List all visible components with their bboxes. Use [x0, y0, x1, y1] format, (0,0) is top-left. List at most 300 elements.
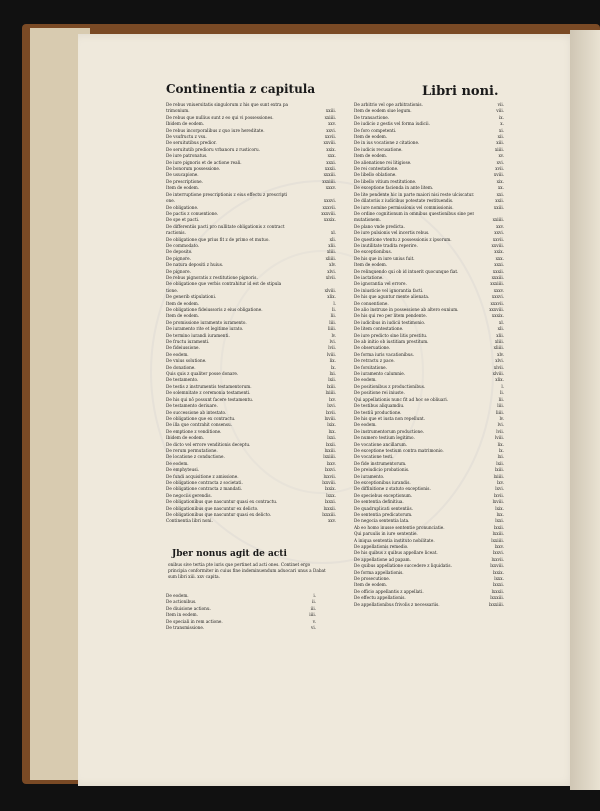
entry-title: trimonium. [166, 108, 190, 114]
entry-number: xlv. [497, 351, 504, 357]
entry-number: xix. [496, 178, 504, 184]
entry-number: lxxv. [326, 460, 336, 466]
entry-number: iiii. [309, 612, 316, 618]
entry-title: De appellationis remedio. [354, 544, 409, 550]
entry-title: De emptione z venditione. [166, 428, 222, 434]
entry-number: lxxix. [492, 569, 504, 575]
entry-title: De fide instrumentorum. [354, 460, 407, 466]
entry-number: lxxvii. [323, 473, 336, 479]
entry-number: xxxv. [325, 185, 336, 191]
entry-number: i. [313, 593, 316, 598]
entry-number: xlix. [495, 377, 504, 383]
entry-number: xiiii. [494, 146, 504, 152]
entry-title: Ibidem de eodem. [166, 121, 205, 127]
entry-title: De his que et iusta non repellunt. [354, 415, 426, 421]
entry-number: vii. [497, 102, 504, 107]
entry-title: De prosecutione. [354, 576, 391, 582]
entry-number: lxxxiii. [490, 595, 504, 601]
entry-title: De commodato. [166, 242, 200, 248]
entry-title: De libello vitium restitutione. [354, 178, 417, 184]
entry-number: xliii. [326, 249, 336, 255]
entry-title: De differentiis pacti pro nullitate obligationis z contract [166, 223, 285, 229]
entry-number: xxvii. [324, 134, 336, 140]
entry-title: De iudicis recusatione. [354, 146, 403, 152]
entry-title: De speciali in rem actione. [166, 618, 223, 624]
entry-number: lviii. [494, 435, 504, 441]
index-entry [354, 602, 504, 608]
entry-number: xxxviii. [489, 307, 504, 312]
entry-number: lx. [498, 447, 504, 453]
entry-title: De iuramento. [354, 473, 385, 479]
entry-number: lxxiiii. [491, 537, 504, 543]
entry-number: lxvii. [325, 409, 336, 415]
entry-number: lxxii. [493, 524, 504, 530]
entry-number: lxv. [497, 479, 504, 485]
entry-number: xlv. [329, 262, 336, 268]
entry-number: lix. [329, 358, 336, 364]
entry-number: xxxvi. [491, 294, 504, 300]
entry-title: Item de eodem. [354, 134, 388, 140]
entry-title: De pignore. [166, 268, 191, 274]
entry-number: lx. [330, 364, 336, 370]
entry-number: lii. [498, 396, 504, 402]
entry-number: lxi. [497, 454, 504, 460]
entry-number: lxxxiiii. [488, 601, 504, 607]
entry-number: l. [501, 383, 504, 389]
entry-title: De exceptionibus iurandis. [354, 479, 411, 485]
entry-number: xxx. [495, 255, 504, 261]
entry-title: De preiudicio probationis. [354, 467, 410, 473]
entry-title: De rerum permutatione. [166, 447, 218, 453]
entry-title: De ab initio ob iustitiam prestitum. [354, 339, 429, 345]
entry-number: lxviii. [492, 499, 504, 505]
entry-number: xxxi. [326, 159, 336, 165]
entry-number: lxxx. [326, 492, 336, 498]
sub-heading: Jber nonus agit de acti [172, 549, 287, 559]
entry-title: one. [166, 198, 176, 204]
entry-title: De rebus que nullius sunt z eo qui vi possessiones. [166, 114, 274, 120]
entry-title: De obligationibus que nascuntur quasi ex contractu. [166, 499, 278, 505]
entry-title: De officio appellantis z appellati. [354, 588, 424, 594]
entry-number: xxxii. [324, 166, 336, 172]
entry-title: De testamento deriuare. [166, 403, 218, 409]
entry-number: liiii. [495, 409, 504, 415]
entry-title: De pactis z conuentione. [166, 210, 219, 216]
entry-number: lvi. [497, 422, 504, 428]
entry-title: De eodem. [166, 460, 189, 466]
entry-title: De obligationibus que nascuntur ex delicto. [166, 505, 259, 511]
entry-title: De ignorantia vel errore. [354, 281, 407, 287]
entry-number: lxxi. [495, 518, 504, 524]
entry-title: De actionibus. [166, 599, 197, 605]
entry-number: xvii. [495, 166, 504, 172]
entry-number: lxxx. [494, 576, 504, 582]
entry-number: xxv. [496, 223, 504, 229]
entry-number: xxxiii. [323, 172, 336, 178]
entry-title: mutationem. [354, 217, 381, 223]
entry-title: De obligatione fideiussoris z eius obligatione. [166, 307, 263, 312]
entry-title: De vnius solutione. [166, 358, 207, 364]
entry-number: xxviii. [323, 140, 336, 146]
entry-number: xxxv. [493, 287, 504, 293]
facing-page-edge [570, 30, 600, 790]
entry-title: De vocatione ancillarum. [354, 441, 407, 447]
entry-number: xvi. [496, 159, 504, 165]
entry-title: De donatione. [166, 364, 196, 370]
entry-title: De diuisione actionu. [166, 605, 211, 611]
entry-title: De dilatoriis z iudicibus potestate restituendis. [354, 198, 454, 204]
entry-number: lxx. [328, 428, 336, 434]
entry-number: lv. [331, 332, 336, 338]
entry-number: xxiiii. [324, 114, 336, 120]
entry-number: xxxii. [492, 268, 504, 274]
entry-title: De rebus vniuersitatis singulorum z his que sunt extra pa [166, 102, 289, 107]
entry-title: De questione vtentu z possessionis z ipsorum. [354, 236, 452, 242]
entry-title: De iure nomine permissionis vel commissionis. [354, 204, 454, 210]
entry-title: De his quibus z quibus appellare liceat. [354, 550, 438, 556]
entry-title: De diffinitione z statuto exceptionis. [354, 486, 431, 492]
entry-number: lxii. [328, 377, 336, 383]
entry-title: De iuramento calumnie. [354, 371, 406, 377]
entry-title: Item in eodem. [166, 612, 198, 618]
entry-title: De appellatione ad papam. [354, 556, 411, 562]
entry-number: xlvi. [495, 358, 504, 364]
entry-number: ix. [498, 114, 504, 120]
entry-number: xxii. [495, 198, 504, 204]
entry-number: lxxxiii. [322, 512, 336, 517]
entry-number: lxiiii. [325, 390, 336, 396]
entry-title: De in ius vocatione z citatione. [354, 140, 420, 146]
entry-number: lxxiii. [492, 531, 504, 537]
entry-title: De testis z instrumentis testamentorum. [166, 383, 252, 389]
entry-title: A iniqua sententia instituto nobilitate. [354, 537, 435, 543]
entry-title: De testibus aliquamdiu. [354, 403, 405, 409]
entry-number: xxvi. [494, 230, 504, 236]
entry-title: De iudicio z gestis vel forma iudicii. [354, 121, 430, 127]
entry-title: De emphyteusi. [166, 467, 200, 473]
entry-number: xlvii. [493, 364, 504, 370]
entry-number: xiii. [496, 140, 504, 146]
entry-title: Item de eodem. [166, 185, 200, 191]
entry-title: De obligatione contracta z societati. [166, 479, 243, 485]
entry-title: De locatione z conductione. [166, 454, 225, 460]
entry-number: xviii. [493, 172, 504, 178]
entry-title: De successione ab intestato. [166, 409, 227, 415]
entry-title: Continentia libri noni. [166, 518, 213, 524]
right-column [354, 102, 504, 608]
left-column [166, 102, 336, 525]
entry-number: lxxv. [494, 544, 504, 550]
entry-number: x. [500, 121, 504, 127]
entry-number: xxxiiii. [322, 178, 336, 184]
entry-number: lxxix. [324, 486, 336, 492]
left-bottom-column [166, 593, 316, 631]
entry-number: lv. [499, 415, 504, 421]
entry-number: lvii. [496, 428, 504, 434]
entry-number: lxxviii. [490, 563, 504, 569]
entry-title: De forma iuris vacationibus. [354, 351, 415, 357]
entry-title: De ordine cognitionum in omnibus questionibus sine per [354, 210, 475, 216]
entry-title: Item de eodem. [354, 153, 388, 159]
entry-title: De bonorum possessione. [166, 166, 221, 172]
entry-title: De rebus incorporalibus z quo iure hereditate. [166, 127, 265, 133]
entry-title: De his qui reo per litem pendente. [354, 313, 427, 319]
entry-title: De plano vnde predicta. [354, 223, 405, 229]
entry-number: lxxi. [327, 435, 336, 441]
entry-title: De usucapione. [166, 172, 199, 178]
entry-title: De his qui nō possunt facere testamentu. [166, 396, 254, 402]
entry-title: Item de eodem. [166, 313, 200, 319]
entry-number: xlvii. [325, 274, 336, 280]
entry-title: De fideiussione. [166, 345, 200, 351]
entry-title: De appellationibus frivolis z necessariis. [354, 601, 440, 607]
heading-left: Continentia z capitula [166, 82, 316, 96]
entry-title: De eodem. [166, 351, 189, 357]
entry-number: xxiii. [493, 204, 504, 210]
entry-number: xi. [498, 127, 504, 133]
entry-number: lxiii. [494, 467, 504, 473]
entry-title: Item de eodem. [354, 582, 388, 588]
entry-number: lxxviii. [322, 479, 336, 485]
entry-title: De interruptione prescriptionis z eius effectu z prescripti [166, 191, 288, 197]
entry-title: De effectu appellationis. [354, 595, 406, 601]
entry-title: De transmissione. [166, 625, 205, 631]
entry-title: De seruitutib predioru vrbanoru z rusticoru. [166, 146, 261, 152]
entry-title: De illa que contrahit consensu. [166, 422, 233, 428]
entry-title: De negocia sententia lata. [354, 518, 410, 524]
entry-number: lxxvi. [324, 467, 336, 473]
entry-number: xxxvii. [490, 300, 504, 306]
entry-number: xx. [497, 185, 504, 191]
entry-number: xxi. [496, 191, 504, 197]
entry-title: De iniusticie vel ignorantia facti. [354, 287, 424, 293]
entry-number: ii. [311, 599, 316, 605]
entry-number: vi. [310, 625, 316, 631]
entry-title: De iure pignoris et de actione reali. [166, 159, 242, 165]
entry-number: li. [331, 307, 336, 312]
entry-number: liii. [329, 319, 336, 325]
entry-title: De pignore. [166, 255, 191, 261]
entry-title: De inutilitate tradita reperire. [354, 242, 418, 248]
entry-number: xli. [497, 326, 504, 332]
entry-title: De iure pulsionis vel incertis rebus. [354, 230, 430, 236]
entry-title: De alienatione rei litigiose. [354, 159, 412, 165]
entry-title: De spe et pacti. [166, 217, 200, 223]
entry-number: lxviii. [324, 415, 336, 421]
entry-number: l. [333, 300, 336, 306]
entry-title: De generib stipulationi. [166, 294, 217, 300]
entry-title: De arbitrio vel ope arbitrationis. [354, 102, 423, 107]
entry-title: De his que in iure unius fuit. [354, 255, 415, 261]
entry-number: xxvi. [326, 127, 336, 133]
entry-number: lxiii. [326, 383, 336, 389]
entry-title: De negociis gerendis. [166, 492, 212, 498]
entry-number: lxxxii. [323, 505, 336, 511]
entry-title: De prescriptione. [166, 178, 203, 184]
entry-title: De conuentione. [354, 300, 389, 306]
entry-number: xxx. [327, 153, 336, 159]
entry-number: lxxxi. [492, 582, 504, 588]
entry-number: xxix. [494, 249, 504, 255]
entry-title: De eodem. [166, 593, 189, 598]
entry-number: xxviii. [491, 242, 504, 248]
entry-number: lviii. [326, 351, 336, 357]
entry-title: De fructu iuramenti. [166, 339, 210, 345]
entry-title: De retractu z pace. [354, 358, 395, 364]
entry-title: De obligatione que prius fit z de primo et mutuo. [166, 236, 270, 242]
entry-title: De deposito. [166, 249, 193, 255]
entry-title: De fundi acquisitione z amissione. [166, 473, 239, 479]
entry-number: lxxxi. [324, 499, 336, 505]
sub-intro: onibus sive tertia pte iuris que pertinet ad acti ones. Continet ergo principia conformiter in cuius fine indeminuendum aduocari unus a Dabat sum libri xiii. xxv capita. [168, 562, 326, 579]
entry-number: xxxi. [494, 262, 504, 268]
entry-title: De seruitutibus predior. [166, 140, 217, 146]
entry-title: De lite pendente hic in parte maiori nisi reste ulciscatur. [354, 191, 475, 197]
entry-title: Ibidem de eodem. [166, 435, 205, 441]
entry-title: De positionibus z productionibus. [354, 383, 426, 389]
entry-title: Qui appellationis nunc fit ad hoc se obliuari. [354, 396, 449, 402]
entry-number: xxxix. [491, 313, 504, 319]
entry-title: Item de eodem siue legum. [354, 108, 412, 114]
entry-title: ractionis. [166, 230, 186, 236]
entry-number: lvi. [329, 339, 336, 345]
entry-number: xliiii. [493, 345, 504, 351]
entry-number: xli. [329, 236, 336, 242]
entry-number: xliii. [494, 339, 504, 345]
entry-title: De forsitatione. [354, 364, 387, 370]
entry-title: De foro competenti. [354, 127, 397, 133]
entry-title: De obligatione contracta z mandati. [166, 486, 243, 492]
entry-number: xxxvi. [323, 198, 336, 204]
entry-number: viii. [496, 108, 504, 114]
entry-title: De iactatione. [354, 274, 384, 280]
entry-title: De transactione. [354, 114, 390, 120]
entry-title: De vocatione testi. [354, 454, 394, 460]
entry-number: lxxiiii. [323, 454, 336, 460]
entry-title: De iuramento rite et legitime iurato. [166, 326, 244, 332]
entry-number: lxxvi. [492, 550, 504, 556]
entry-title: De iudicibus in iudicii testimonio. [354, 319, 426, 325]
entry-number: lii. [330, 313, 336, 319]
entry-title: De iure patronatus. [166, 153, 208, 159]
entry-number: xxv. [328, 518, 336, 524]
entry-number: xlii. [496, 332, 504, 338]
entry-title: De rei contestatione. [354, 166, 399, 172]
entry-title: De obligatione. [166, 204, 199, 210]
entry-title: De quibus appellatione succedere z liquidatis. [354, 563, 452, 569]
entry-title: De libello oblatione. [354, 172, 397, 178]
entry-number: xxiii. [325, 108, 336, 114]
entry-number: xxvii. [492, 236, 504, 242]
entry-number: xlii. [328, 242, 336, 248]
entry-number: xl. [330, 230, 336, 236]
entry-title: Item de eodem. [354, 262, 388, 268]
entry-title: De vsufructu z vsu. [166, 134, 207, 140]
entry-number: xv. [498, 153, 504, 159]
index-entry [166, 518, 336, 524]
entry-title: De his que aguntur mente alienata. [354, 294, 430, 300]
entry-title: De exceptionibus. [354, 249, 392, 255]
entry-number: xlviii. [492, 371, 504, 377]
entry-number: lvii. [328, 345, 336, 351]
entry-number: lxix. [327, 422, 336, 428]
entry-title: De quadruplicati sententiis. [354, 505, 413, 511]
entry-number: xlviii. [324, 287, 336, 293]
entry-number: liiii. [327, 326, 336, 332]
entry-number: xxxvii. [322, 204, 336, 210]
entry-title: Item de eodem. [166, 300, 200, 306]
entry-number: lxvi. [327, 403, 336, 409]
entry-title: De exceptione testium contra matrimonio. [354, 447, 444, 453]
entry-title: De termino iurandi iuramenti. [166, 332, 230, 338]
entry-title: De speciebus exceptionum. [354, 492, 413, 498]
entry-title: De eodem. [354, 377, 377, 383]
entry-title: De sententia predicatorum. [354, 512, 413, 517]
entry-number: xxix. [326, 146, 336, 152]
entry-number: xxxix. [323, 217, 336, 223]
entry-title: De rebus pignoratis z restitutione pignoris. [166, 274, 258, 280]
heading-right: Libri noni. [422, 84, 499, 99]
entry-number: xliiii. [325, 255, 336, 261]
entry-number: lxi. [329, 371, 336, 377]
entry-title: De obligatione que verbis contrahitur id est de stipula [166, 281, 282, 287]
entry-title: De relinquendo qui ob id intuerit quocunque fiat. [354, 268, 459, 274]
entry-title: De instrumentorum productione. [354, 428, 425, 434]
entry-title: De dicto vel errore venditionis deceptu. [166, 441, 251, 447]
entry-number: lxiiii. [493, 473, 504, 479]
entry-number: xxxiii. [491, 274, 504, 280]
entry-number: v. [312, 618, 316, 624]
entry-title: De sententia definitiua. [354, 499, 404, 505]
entry-title: tione. [166, 287, 179, 293]
entry-number: lxxii. [325, 441, 336, 447]
entry-number: xlix. [327, 294, 336, 300]
entry-number: lxxxii. [491, 588, 504, 594]
entry-title: De numero testium legitimo. [354, 435, 415, 441]
entry-title: De litem contestatione. [354, 326, 404, 332]
entry-number: lxix. [495, 505, 504, 511]
entry-number: xxv. [328, 121, 336, 127]
entry-title: De alio instruxe in possessione ab altero eunium. [354, 307, 459, 312]
entry-title: De promissione iuramento iuramento. [166, 319, 247, 325]
entry-title: De forma appellationis. [354, 569, 404, 575]
entry-title: De eodem. [354, 422, 377, 428]
entry-number: xlvi. [327, 268, 336, 274]
entry-title: De exceptione facienda in ante litem. [354, 185, 434, 191]
entry-number: xxiiii. [492, 217, 504, 223]
entry-number: lix. [497, 441, 504, 447]
entry-number: liii. [497, 403, 504, 409]
entry-title: De iure predicto sine litis prestitu. [354, 332, 428, 338]
entry-title: De obseruatione. [354, 345, 391, 351]
entry-title: De solemnitate z ceremonia testamenti. [166, 390, 251, 396]
entry-title: De obligatione que ex contractu. [166, 415, 236, 421]
entry-title: De testamento. [166, 377, 199, 383]
entry-title: De testiū productione. [354, 409, 402, 415]
entry-number: lxvi. [495, 486, 504, 492]
entry-title: De natura depositi z huius. [166, 262, 224, 268]
entry-title: Ab eo homo inusse sententie pronunciatie. [354, 524, 445, 530]
entry-title: De obligationibus que nascuntur quasi ex delicto. [166, 512, 272, 517]
entry-number: iii. [310, 605, 316, 611]
entry-number: xl. [498, 319, 504, 325]
entry-number: xxxiiii. [490, 281, 504, 287]
entry-number: lxx. [496, 512, 504, 517]
entry-number: lxv. [329, 396, 336, 402]
entry-number: xxxviii. [321, 210, 336, 216]
entry-title: Quis quis z qualiter posse donare. [166, 371, 239, 377]
entry-number: lxxvii. [491, 556, 504, 562]
